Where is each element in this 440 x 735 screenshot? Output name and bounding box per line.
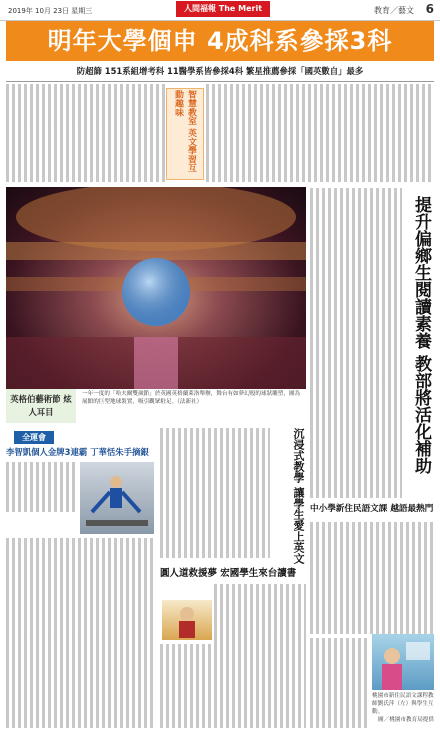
english-headline: 沉浸式教學 讓學生愛上英文 [292, 428, 305, 564]
gymnast-photo [80, 462, 154, 534]
photo-title: 英格伯藝術節 炫人耳目 [10, 394, 72, 417]
issue-date: 2019年 10月 23日 星期三 [8, 7, 93, 15]
classroom-photo [372, 634, 434, 690]
english-article-text [160, 428, 270, 558]
new-immigrant-headline: 中小學新住民語文課 越語最熱門 [310, 504, 434, 514]
gymnast-illustration [80, 462, 154, 534]
classroom-caption: 桃園市新住民語文課程教師劉氏萍（左）與學生互動。 [372, 693, 434, 715]
sports-text-top [6, 462, 78, 512]
sports-headline: 李智凱個人金牌3連霸 丁華恬朱手摘銀 [6, 447, 149, 457]
page-number: 6 [425, 2, 434, 16]
photo-credit: 圖／桃園市教育局提供 [378, 717, 434, 723]
teacher-illustration [372, 634, 434, 690]
feature-article-text [310, 188, 402, 498]
side-headline-box [166, 88, 204, 180]
new-immigrant-text-2 [310, 638, 368, 728]
masthead-bar [0, 0, 440, 21]
article-text-block [6, 84, 166, 182]
article-text-block-right [206, 84, 434, 182]
divider [6, 81, 434, 82]
sports-text-body [6, 538, 154, 728]
subheadline: 防超篩 151系組增考科 11醫學系皆參採4科 繁星推薦參採「國英數自」最多 [76, 66, 364, 76]
feature-headline: 提升偏鄉生閱讀素養 教部將活化補助 [411, 196, 431, 474]
photo-caption: 一年一度的「哈夫爾雙歲節」於英國英格蘭萊洛舉辦，舞台有如夢幻般的球狀雕塑，圖為展館的巨型地球裝置，吸引觀眾駐足。（法新社） [82, 391, 301, 405]
new-immigrant-text [310, 522, 434, 634]
yuanguang-headline: 圓人道救援夢 宏國學生來台讀書 [160, 568, 297, 579]
photo-title-box [6, 389, 76, 423]
student-illustration [162, 600, 212, 640]
section-name: 教育／藝文 [374, 6, 414, 15]
concert-hall-illustration [6, 187, 306, 389]
yuanguang-text-left [160, 644, 212, 728]
side-headline: 智慧教室 英文學習互動趣味 [173, 90, 196, 173]
sports-badge: 全運會 [14, 431, 54, 444]
main-headline: 明年大學個申 4成科系參採3科 [6, 21, 434, 61]
student-photo [162, 600, 212, 640]
newspaper-logo: 人間福報 The Merit [176, 1, 270, 17]
concert-hall-photo [6, 187, 306, 389]
yuanguang-text [214, 584, 306, 728]
